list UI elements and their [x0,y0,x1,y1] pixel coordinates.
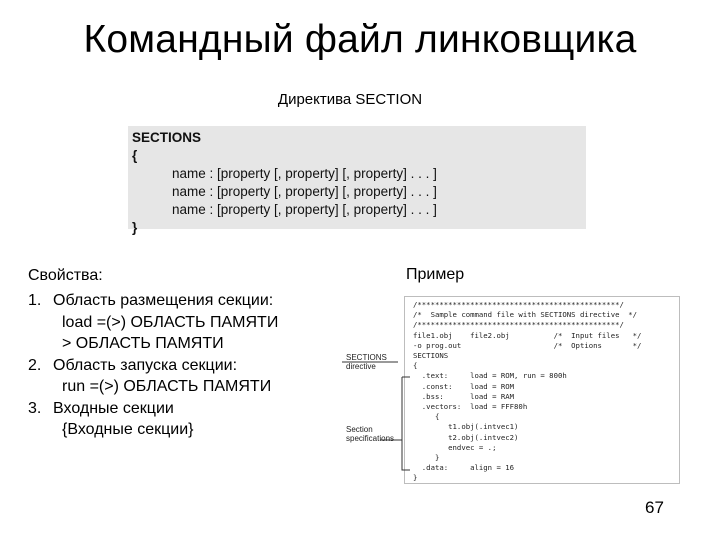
slide-subtitle: Директива SECTION [277,91,423,108]
syntax-line: name : [property [, property] [, property] . . . ] [172,166,437,181]
list-item [28,376,278,398]
page-number: 67 [645,498,664,517]
example-code-block [404,296,680,484]
code-line: .data: align = 16 [413,463,515,473]
annotation-line: specifications [346,434,395,443]
syntax-line: name : [property [, property] [, property] . . . ] [172,184,437,199]
syntax-line: name : [property [, property] [, property] . . . ] [172,202,437,217]
code-line: .text: load = ROM, run = 800h [413,371,567,381]
list-item [28,419,278,441]
spec-bracket [402,377,410,470]
item-number: 2. [28,356,42,374]
item-text: load =(>) ОБЛАСТЬ ПАМЯТИ [62,313,279,331]
code-line: { [413,361,418,371]
code-line: .vectors: load = FFF80h [413,402,528,412]
code-line: } [413,453,440,463]
code-line: file1.obj file2.obj /* Input files */ [413,330,642,340]
code-line: SECTIONS [413,351,449,361]
close-brace: } [132,220,138,235]
code-line: t1.obj(.intvec1) [413,422,519,432]
code-line: .bss: load = RAM [413,391,515,401]
code-line: t2.obj(.intvec2) [413,432,519,442]
slide-title: Командный файл линковщика [83,18,637,61]
code-line: .const: load = ROM [413,381,515,391]
item-text: Область размещения секции: [53,292,274,309]
example-label: Пример [406,266,465,283]
code-line: /**********************************************/ [413,300,624,309]
item-text: run =(>) ОБЛАСТЬ ПАМЯТИ [62,378,272,395]
sections-syntax-box [128,126,586,235]
item-number: 3. [28,399,42,417]
code-line: -o prog.out /* Options */ [413,340,642,350]
item-text: {Входные секции} [62,421,194,438]
list-item [28,312,278,334]
properties-list [28,290,278,441]
properties-heading: Свойства: [28,267,103,284]
item-text: > ОБЛАСТЬ ПАМЯТИ [62,335,224,352]
code-line: { [413,412,440,422]
code-line: /**********************************************/ [413,320,624,330]
code-line: /* Sample command file with SECTIONS directive */ [413,310,638,320]
sections-keyword: SECTIONS [132,130,202,145]
open-brace: { [132,148,138,163]
list-item [28,355,278,377]
annotation-brackets [340,350,420,480]
annotation-line: SECTIONS [346,353,387,362]
annotation-line: directive [346,362,376,371]
item-text: Область запуска секции: [53,356,238,374]
list-item [28,398,278,420]
item-number: 1. [28,292,42,309]
code-line: } [413,473,418,483]
code-line: endvec = .; [413,442,497,452]
list-item [28,333,278,355]
annotation-line: Section [346,425,373,434]
list-item [28,290,278,312]
item-text: Входные секции [53,399,174,417]
